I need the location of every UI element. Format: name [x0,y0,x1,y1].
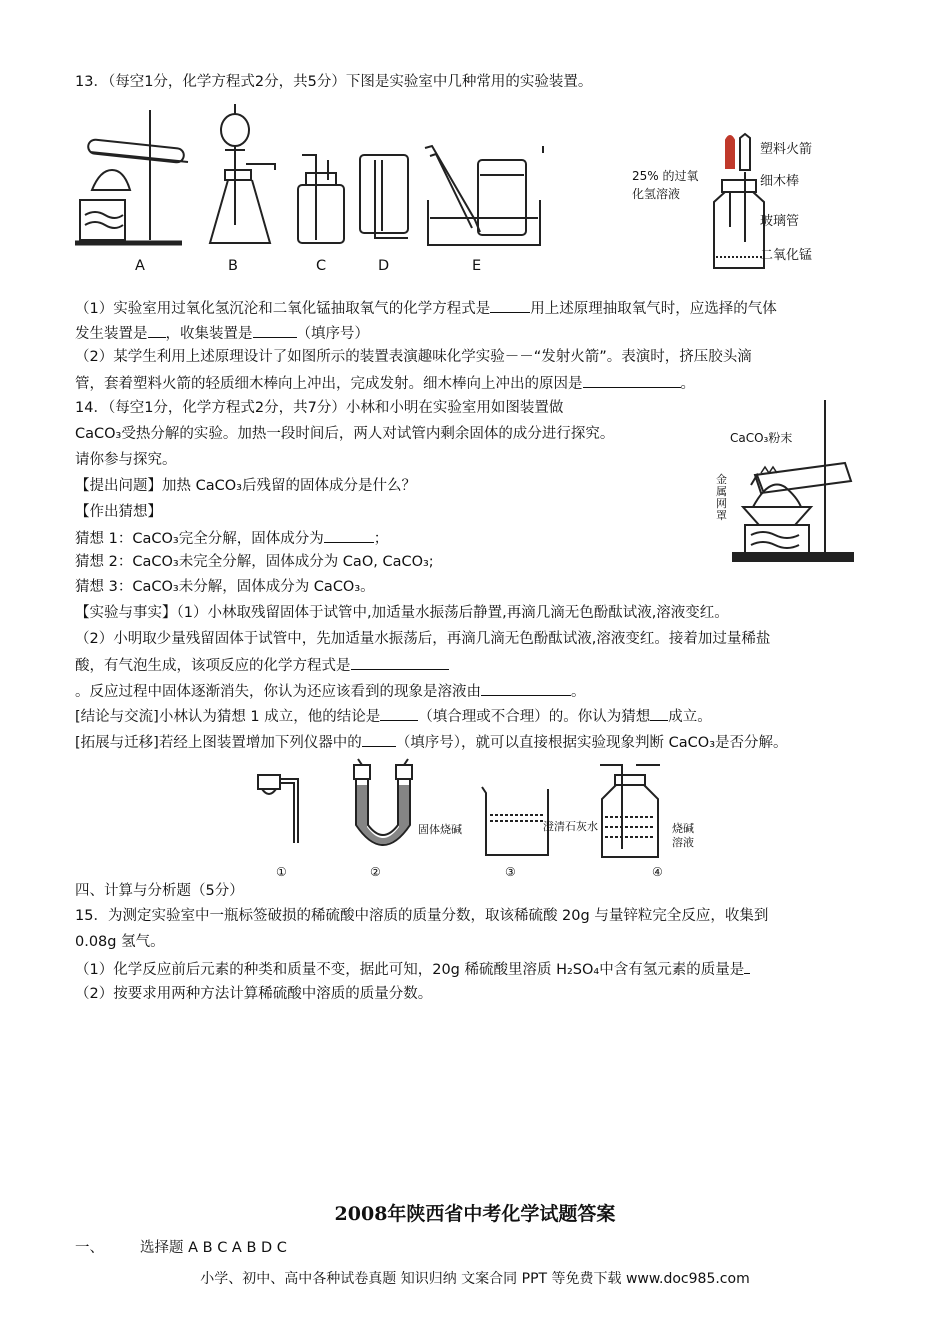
q14-fact2-line2: 酸，有气泡生成，该项反应的化学方程式是 [75,654,449,676]
q14-guess2: 猜想 2：CaCO₃未完全分解，固体成分为 CaO, CaCO₃; [75,554,434,570]
label-mno2: 二氧化锰 [760,248,813,263]
q15-line1: 15．为测定实验室中一瓶标签破损的稀硫酸中溶质的质量分数，取该稀硫酸 20g 与量锌粒完全反应，收集到 [75,908,769,924]
answers-item1-num: 一、 [75,1240,104,1256]
blank-instrument[interactable] [362,731,396,747]
q13-p2-line1: （2）某学生利用上述原理设计了如图所示的装置表演趣味化学实验－－“发射火箭”。表演时，挤压胶头滴 [75,349,752,365]
label-plastic-rocket: 塑料火箭 [760,142,813,157]
blank-generator[interactable] [148,322,166,338]
caco3-setup-figure [715,395,870,565]
label-glass-tube: 玻璃管 [760,214,800,229]
label-stick: 细木棒 [760,174,800,189]
label-a: A [135,258,145,274]
blank-equation[interactable] [490,297,530,313]
section-4-heading: 四、计算与分析题（5分） [75,883,244,899]
q13-header: 13．（每空1分，化学方程式2分，共5分）下图是实验室中几种常用的实验装置。 [75,74,593,90]
answers-title: 2008年陕西省中考化学试题答案 [334,1203,616,1225]
label-b: B [228,258,238,274]
q15-line3: （1）化学反应前后元素的种类和质量不变，据此可知，20g 稀硫酸里溶质 H₂SO₄中含有氢元素的质量是 [75,958,750,980]
blank-guess1[interactable] [324,527,374,543]
q14-extension: [拓展与迁移]若经上图装置增加下列仪器中的 （填序号），就可以直接根据实验现象判断 CaCO₃是否分解。 [75,731,788,753]
blank-hydrogen-mass[interactable] [744,958,750,974]
label-caco3-powder: CaCO₃粉末 [730,431,793,445]
q15-line2: 0.08g 氢气。 [75,934,165,950]
q14-guess1: 猜想 1：CaCO₃完全分解，固体成分为 ； [75,527,388,549]
blank-reasonable[interactable] [380,705,418,721]
q14-question: 【提出问题】加热 CaCO₃后残留的固体成分是什么？ [75,478,416,494]
apparatus-figure [70,100,550,275]
q14-fact1: 【实验与事实】（1）小林取残留固体于试管中,加适量水振荡后静置,再滴几滴无色酚酞试液,溶液变红。 [75,605,729,621]
blank-reason[interactable] [583,372,681,388]
q15-line4: （2）按要求用两种方法计算稀硫酸中溶质的质量分数。 [75,986,433,1002]
label-gauze2: 属 [716,485,727,498]
q14-fact2-line1: （2）小明取少量残留固体于试管中，先加适量水振荡后，再滴几滴无色酚酞试液,溶液变红。接着加过量稀盐 [75,631,771,647]
q14-line2: CaCO₃受热分解的实验。加热一段时间后，两人对试管内剩余固体的成分进行探究。 [75,426,615,442]
blank-hcl-equation[interactable] [351,654,449,670]
footer-text: 小学、初中、高中各种试卷真题 知识归纳 文案合同 PPT 等免费下载 www.doc985.com [200,1271,750,1287]
label-solid-naoh: 固体烧碱 [418,823,462,836]
blank-collector[interactable] [253,322,297,338]
blank-color-change[interactable] [481,680,571,696]
answers-item1: 选择题 A B C A B D C [140,1240,287,1256]
label-naoh-solution1: 烧碱 [672,822,694,835]
label-limewater: 澄清石灰水 [543,820,598,833]
instrument-num-1: ① [276,865,287,879]
label-gauze3: 网 [716,497,727,510]
q14-guess3: 猜想 3：CaCO₃未分解，固体成分为 CaCO₃。 [75,579,375,595]
q14-fact2-line3: 。反应过程中固体逐渐消失，你认为还应该看到的现象是溶液由 。 [75,680,586,702]
q14-guess-head: 【作出猜想】 [75,504,162,520]
q13-p2-line2: 管，套着塑料火箭的轻质细木棒向上冲出，完成发射。细木棒向上冲出的原因是 。 [75,372,695,394]
label-gauze1: 金 [716,473,727,486]
label-e: E [472,258,482,274]
q14-line3: 请你参与探究。 [75,452,177,468]
q14-header: 14．（每空1分，化学方程式2分，共7分）小林和小明在实验室用如图装置做 [75,400,564,416]
q13-p1-line2: 发生装置是 ，收集装置是 （填序号） [75,322,369,344]
blank-guess-number[interactable] [650,705,668,721]
label-solution: 25% 的过氧 [632,169,699,183]
q14-conclusion: [结论与交流]小林认为猜想 1 成立，他的结论是 （填合理或不合理）的。你认为猜想 成立。 [75,705,712,727]
q13-p1-line1: （1）实验室用过氧化氢沉沦和二氧化锰抽取氧气的化学方程式是 用上述原理抽取氧气时，应选择的气体 [75,297,777,319]
label-solution2: 化氢溶液 [632,187,681,201]
label-c: C [316,258,327,274]
instrument-num-2: ② [370,865,381,879]
instrument-num-3: ③ [505,865,516,879]
label-gauze4: 罩 [716,509,727,522]
label-naoh-solution2: 溶液 [672,836,694,849]
instrument-num-4: ④ [652,865,663,879]
label-d: D [378,258,390,274]
instruments-figure [250,755,710,865]
